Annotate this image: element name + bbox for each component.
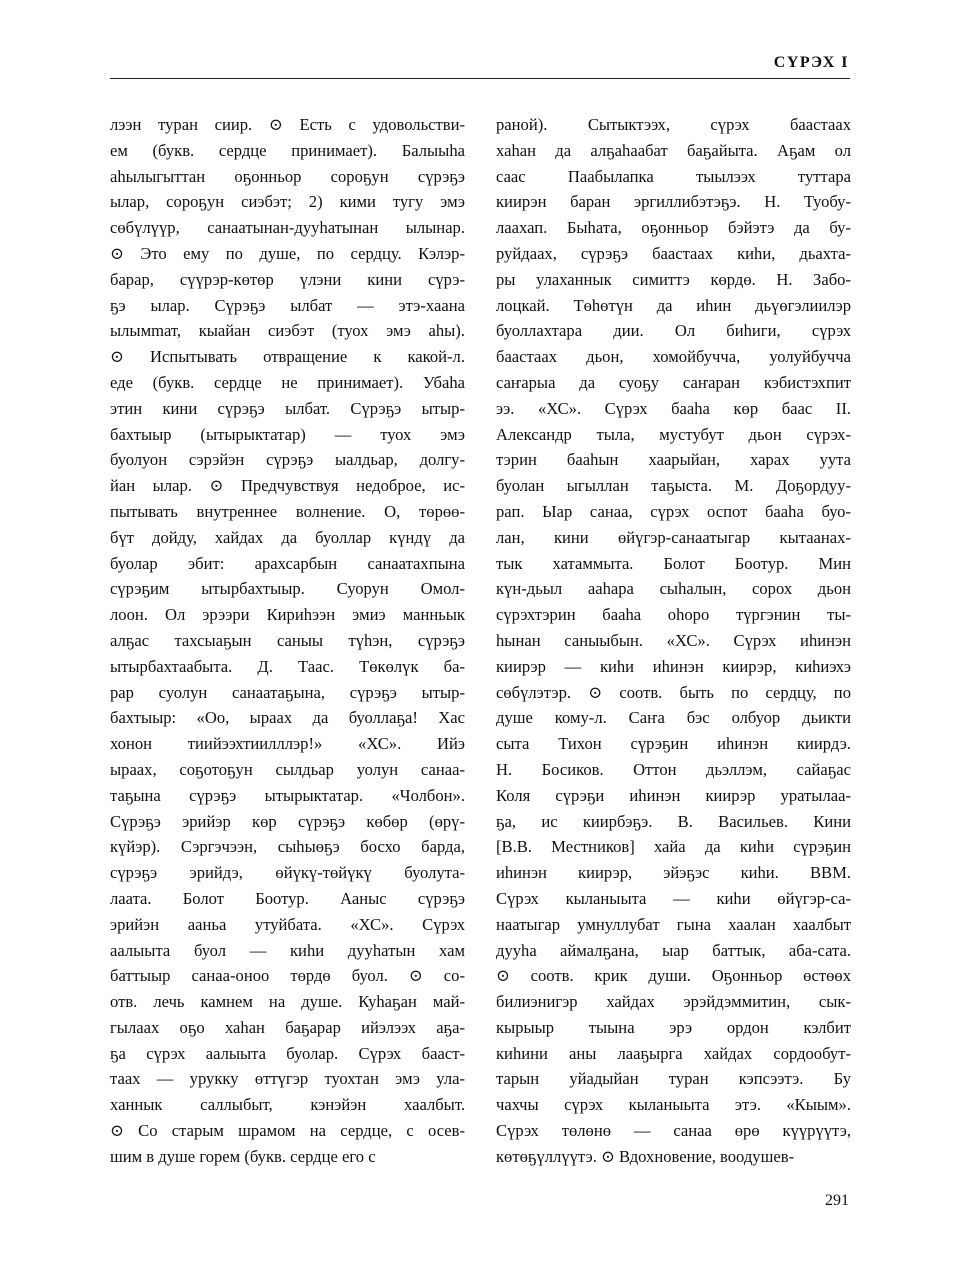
text-line: ҕа, ис киирбэҕэ. В. Васильев. Кини: [496, 811, 851, 831]
text-line: сыта Тихон сүрэҕин иһинэн киирдэ.: [496, 734, 851, 754]
text-line: баттыыр санаа-онoo төрдө буол. ⊙ со-: [110, 966, 465, 986]
header-rule: [110, 78, 850, 79]
text-line: бахтыыр: «Оо, ыраах да буоллаҕа! Хас: [110, 708, 465, 728]
text-line: рап. Ыар санаа, сүрэх оспот бааһа буо-: [496, 501, 851, 521]
text-line: саҥарыа да суоҕу саҥаран кэбистэхпит: [496, 372, 851, 392]
text-line: йан ылар. ⊙ Предчувствуя недоброе, ис-: [110, 476, 465, 496]
text-line: ҕа сүрэх аалыыта буолар. Сүрэх бааст-: [110, 1043, 465, 1063]
text-line: ⊙ Это ему по душе, по сердцу. Кэлэр-: [110, 243, 465, 263]
text-line: Александр тыла, мустубут дьон сүрэх-: [496, 424, 851, 444]
page-number: 291: [825, 1192, 849, 1209]
text-line: лээн туран сиир. ⊙ Есть с удовольстви-: [110, 115, 465, 134]
text-line: көтөҕүллүүтэ. ⊙ Вдохновение, воодушев-: [496, 1146, 795, 1166]
text-line: киирэн баран эргиллибэтэҕэ. Н. Туобу-: [496, 192, 851, 212]
text-line: гылаах оҕо хаһан баҕарар ийэлээх аҕа-: [110, 1017, 465, 1037]
text-line: этин кини сүрэҕэ ылбат. Сүрэҕэ ытыр-: [110, 398, 465, 418]
text-line: хонон тиийээхтиилллэр!» «ХС». Ийэ: [110, 734, 465, 754]
text-line: буолар эбит: арахсарбын санаатахпына: [110, 553, 465, 573]
text-line: Сүрэх төлөнө — санаа өрө күүрүүтэ,: [496, 1121, 851, 1141]
text-line: Сүрэх кыланыыта — киһи өйүгэр-са-: [496, 888, 851, 908]
text-line: ⊙ соотв. крик души. Оҕонньор өстөөх: [496, 966, 851, 986]
text-line: лаахап. Быһата, оҕонньор бэйэтэ да бу-: [496, 218, 851, 238]
text-line: ҕэ ылар. Сүрэҕэ ылбат — этэ-хаана: [110, 295, 465, 315]
text-line: хаһан да алҕаһаабат баҕайыта. Аҕам ол: [496, 140, 851, 160]
text-line: бахтыыр (ытырыктатар) — туох эмэ: [110, 424, 465, 444]
text-line: эрийэн ааньа утуйбата. «ХС». Сүрэх: [110, 914, 465, 934]
text-line: душе кому-л. Саҥа бэс олбуор дьикти: [496, 708, 851, 728]
text-line: рар суолун санаатаҕына, сүрэҕэ ытыр-: [110, 682, 465, 702]
text-line: кырыыр тыына эрэ ордон кэлбит: [496, 1017, 851, 1037]
text-line: Н. Босиков. Оттон дьэллэм, сайаҕас: [496, 759, 851, 779]
left-column: [110, 112, 465, 1170]
text-line: саас Паабылапка тыылээх туттара: [496, 166, 851, 186]
text-line: ылымmат, кыайан сиэбэт (туох эмэ аһы).: [110, 321, 465, 341]
text-line: дууһа аймалҕана, ыар баттык, аба-сата.: [496, 940, 851, 960]
text-line: руйдаах, сүрэҕэ баастаах киһи, дьахта-: [496, 243, 851, 263]
text-line: сүрэҕим ытырбахтыыр. Суорун Омол-: [110, 579, 465, 599]
text-line: аалыыта буол — киһи дууһатын хам: [110, 940, 465, 960]
text-line: сөбүлүүр, санаатынан-дууһатынан ылынар.: [110, 218, 465, 238]
text-line: сөбүлэтэр. ⊙ соотв. быть по сердцу, по: [496, 682, 851, 702]
text-line: сүрэҕэ эрийдэ, өйүкү-төйүкү буолута-: [110, 863, 465, 883]
text-line: наатыгар умнуллубат гына хаалан хаалбыт: [496, 914, 851, 934]
text-line: таах — урукку өттүгэр туохтан эмэ ула-: [110, 1069, 465, 1089]
text-line: лаата. Болот Боотур. Ааныс сүрэҕэ: [110, 888, 465, 908]
text-line: Коля сүрэҕи иһинэн киирэр уратылаа-: [496, 785, 851, 805]
text-line: лоцкай. Төһөтүн да иһин дьүөгэлиилэр: [496, 295, 851, 315]
text-line: отв. лечь камнем на душе. Куһаҕан май-: [110, 992, 465, 1012]
text-line: шим в душе горем (букв. сердце его с: [110, 1146, 376, 1166]
text-line: ханнык саллыбыт, кэнэйэн хаалбыт.: [110, 1095, 465, 1115]
text-line: лоон. Ол эрээри Кириһээн эмиэ манньык: [110, 605, 465, 625]
text-line: баастаах дьон, хомойбучча, уолуйбучча: [496, 347, 851, 367]
text-line: ⊙ Испытывать отвращение к какой-л.: [110, 347, 465, 367]
text-line: алҕас тахсыаҕын саныы түһэн, сүрэҕэ: [110, 630, 465, 650]
text-line: [В.В. Местников] хайа да киһи сүрэҕин: [496, 837, 851, 857]
text-line: пытывать внутреннее волнение. О, төрөө-: [110, 501, 465, 521]
text-line: барар, сүүрэр-көтөр үлэни кини сүрэ-: [110, 269, 465, 289]
text-line: ытырбахтаабыта. Д. Таас. Төкөлүк ба-: [110, 656, 465, 676]
right-column: [496, 112, 851, 1170]
text-line: билиэнигэр хайдах эрэйдэммитин, сык-: [496, 992, 851, 1012]
text-line: еде (букв. сердце не принимает). Убаһа: [110, 372, 465, 392]
text-line: иһинэн киирэр, эйэҕэс киһи. ВВМ.: [496, 863, 851, 883]
text-line: тык хатаммыта. Болот Боотур. Мин: [496, 553, 851, 573]
text-line: аһылыгыттан оҕонньор сороҕун сүрэҕэ: [110, 166, 465, 186]
text-line: күйэр). Сэргэчээн, сыһыөҕэ босхо барда,: [110, 837, 465, 857]
text-line: ем (букв. сердце принимает). Балыыһа: [110, 140, 465, 160]
text-line: ⊙ Со старым шрамом на сердце, с осев-: [110, 1121, 465, 1141]
text-line: ры улаханнык симиттэ көрдө. Н. Забо-: [496, 269, 851, 289]
text-line: Сүрэҕэ эрийэр көр сүрэҕэ көбөр (өрү-: [110, 811, 465, 831]
text-line: бүт дойду, хайдах да буоллар күндү да: [110, 527, 465, 547]
text-line: ээ. «ХС». Сүрэх бааһа көр баас II.: [496, 398, 851, 418]
text-line: ылар, сороҕун сиэбэт; 2) кими тугу эмэ: [110, 192, 465, 212]
text-line: һынан саныыбын. «ХС». Сүрэх иһинэн: [496, 630, 851, 650]
running-head: СҮРЭХ I: [773, 54, 849, 71]
text-line: буоллахтара дии. Ол биһиги, сүрэх: [496, 321, 851, 341]
text-line: раной). Сытыктээх, сүрэх баастаах: [496, 115, 851, 134]
text-line: таҕына сүрэҕэ ытырыктатар. «Чолбон».: [110, 785, 465, 805]
text-line: киһини аны лааҕырга хайдах сордообут-: [496, 1043, 851, 1063]
text-line: лан, кини өйүгэр-санаатыгар кытаанах-: [496, 527, 851, 547]
text-line: чахчы сүрэх кыланыыта этэ. «Кыым».: [496, 1095, 851, 1115]
text-line: буолуон сэрэйэн сүрэҕэ ыалдьар, долгу-: [110, 450, 465, 470]
text-line: тэрин бааһын хаарыйан, харах уута: [496, 450, 851, 470]
text-line: киирэр — киһи иһинэн киирэр, киһиэхэ: [496, 656, 851, 676]
text-line: тарын уйадыйан туран кэпсээтэ. Бу: [496, 1069, 851, 1089]
text-line: сүрэхтэрин бааһа оһоро түргэнин ты-: [496, 605, 851, 625]
text-line: күн-дьыл аaһара сыһалын, сорох дьон: [496, 579, 851, 599]
text-line: буолан ыгыллан таҕыста. М. Доҕордуу-: [496, 476, 851, 496]
text-line: ыраах, соҕотоҕун сылдьар уолун санаа-: [110, 759, 465, 779]
